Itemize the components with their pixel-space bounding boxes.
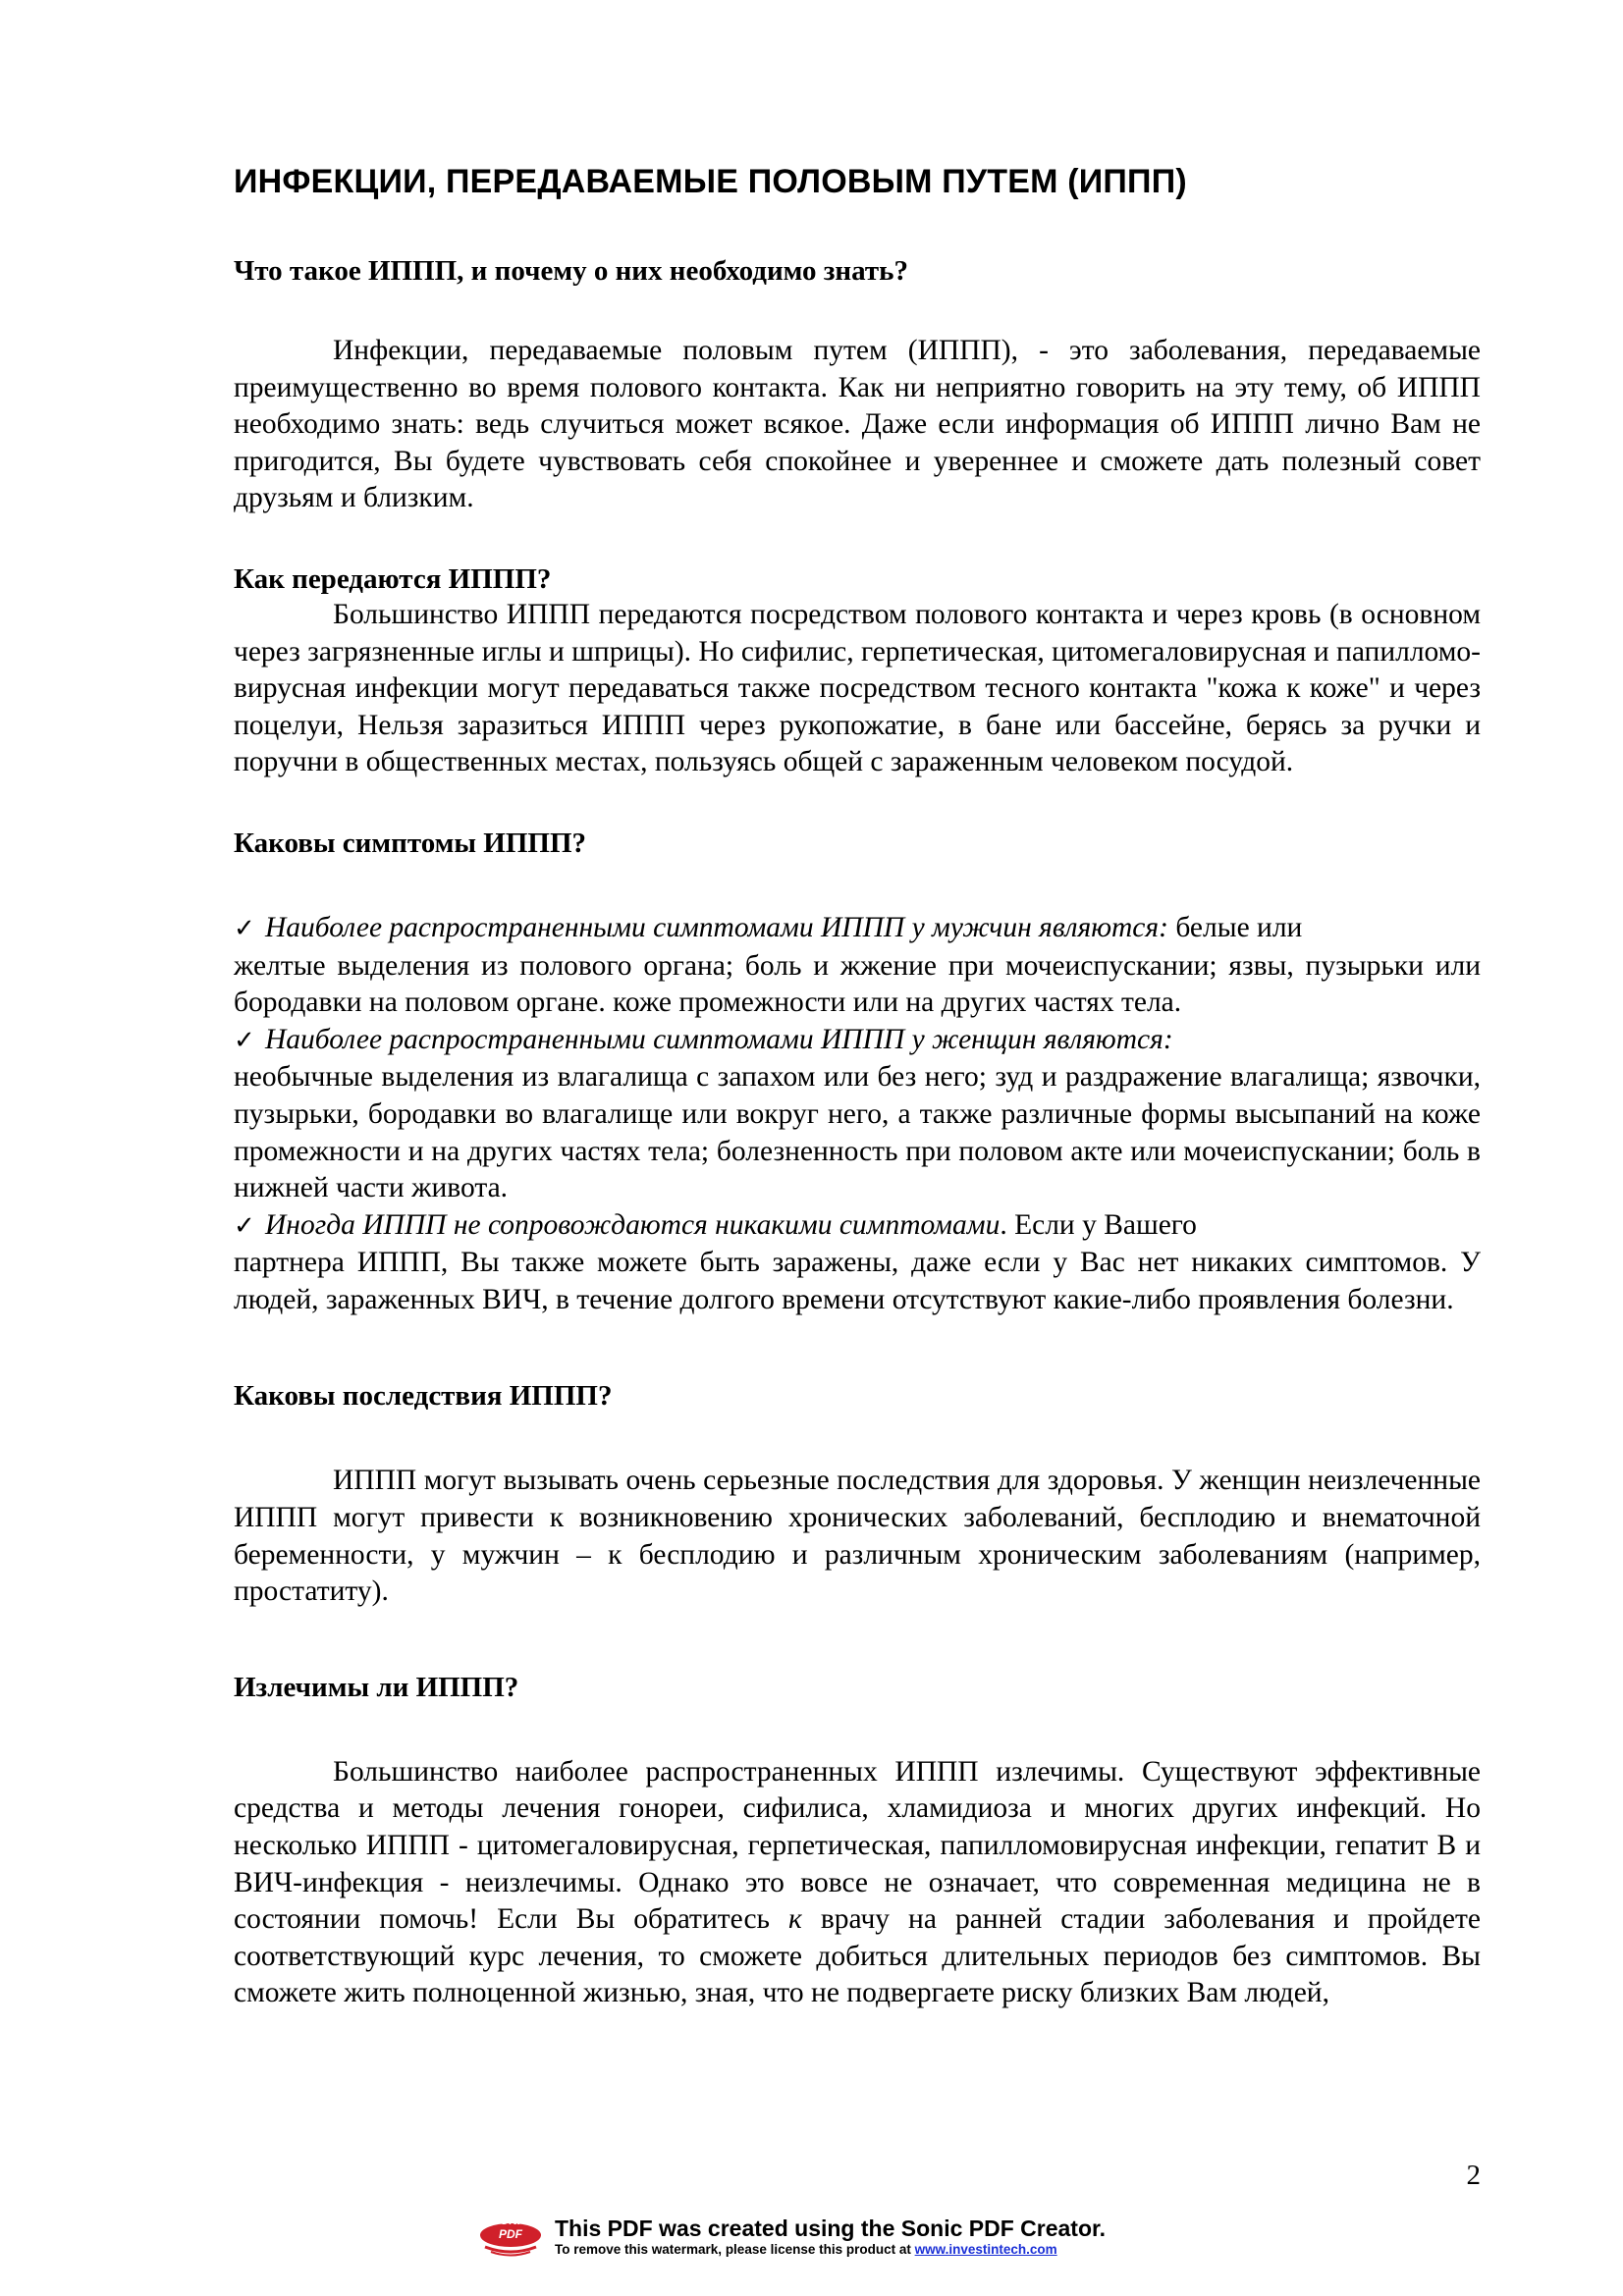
symptom-bullet-women: [234, 1022, 1481, 1207]
section-paragraph-curable: [234, 1754, 1481, 2012]
section-paragraph-consequences: ИППП могут вызывать очень серьезные последствия для здоровья. У женщин неизлеченные ИППП могут привести к возникновению хронических заболеваний, бесплодию и внематочной беременности, у мужчин – к бесплодию и различным хроническим заболеваниям (например, простатиту).: [234, 1465, 1481, 1608]
section-heading-what-is: Что такое ИППП, и почему о них необходимо знать?: [234, 255, 908, 287]
paragraph-text-before: Большинство наиболее распространенных ИППП излечимы. Существуют эффективные средства и методы лечения гонореи, сифилиса, хламидиоза и многих других инфекций. Но несколько ИППП - цитомегаловирусная, герпетическая, папилломовирусная инфекции, гепатит В и ВИЧ-инфекция - неизлечимы. Однако это вовсе не означает, что современная медицина не в состоянии помочь! Если Вы обратитесь: [234, 1755, 1481, 1936]
watermark-license-text: To remove this watermark, please license this product at: [555, 2242, 915, 2257]
checkmark-icon: ✓: [234, 1025, 255, 1055]
page-number: 2: [1466, 2160, 1481, 2191]
section-paragraph-transmission: Большинство ИППП передаются посредством полового контакта и через кровь (в основном через загрязненные иглы и шприцы). Но сифилис, герпетическая, цитомегаловирусная и папилломо-вирусная инфекции могут передаваться также посредством тесного контакта "кожа к коже" и через поцелуи, Нельзя заразиться ИППП через рукопожатие, в бане или бассейне, берясь за ручки и поручни в общественных местах, пользуясь общей с зараженным человеком посудой.: [234, 598, 1481, 778]
bullet-lead-tail: белые или: [1167, 911, 1303, 943]
checkmark-icon: ✓: [234, 1210, 255, 1241]
document-page: [234, 147, 1481, 2012]
bullet-body: партнера ИППП, Вы также можете быть заражены, даже если у Вас нет никаких симптомов. У людей, зараженных ВИЧ, в течение долгого времени отсутствуют какие-либо проявления болезни.: [234, 1247, 1481, 1315]
bullet-lead-italic: Наиболее распространенными симптомами ИППП у женщин являются:: [265, 1023, 1173, 1055]
bullet-first-line: [234, 910, 1481, 948]
checkmark-icon: ✓: [234, 913, 255, 943]
bullet-lead-italic: Наиболее распространенными симптомами ИППП у мужчин являются:: [265, 911, 1168, 943]
bullet-body: необычные выделения из влагалища с запахом или без него; зуд и раздражение влагалища; язвочки, пузырьки, бородавки во влагалище или вокруг него, а также различные формы высыпаний на коже промежности и на других частях тела; болезненность при половом акте или мочеиспускании; боль в нижней части живота.: [234, 1061, 1481, 1204]
paragraph-italic-word: к: [788, 1903, 802, 1936]
watermark-license-note: [555, 2242, 1057, 2258]
logo-text: SONIC PDF: [491, 2214, 529, 2241]
document-title: ИНФЕКЦИИ, ПЕРЕДАВАЕМЫЕ ПОЛОВЫМ ПУТЕМ (ИППП): [234, 163, 1187, 200]
paragraph-text-after: врачу на ранней стадии заболевания и пройдете соответствующий курс лечения, то сможете добиться длительных периодов без симптомов. Вы сможете жить полноценной жизнью, зная, что не подвергаете риску близких Вам людей,: [234, 1903, 1481, 2009]
section-paragraph-what-is: Инфекции, передаваемые половым путем (ИППП), - это заболевания, передаваемые преимущественно во время полового контакта. Как ни неприятно говорить на эту тему, об ИППП необходимо знать: ведь случиться может всякое. Даже если информация об ИППП лично Вам не пригодится, Вы будете чувствовать себя спокойнее и увереннее и сможете дать полезный совет друзьям и близким.: [234, 335, 1481, 514]
bullet-first-line: [234, 1207, 1481, 1246]
pdf-watermark: [479, 2212, 1166, 2267]
bullet-lead-italic: Иногда ИППП не сопровождаются никакими симптомами: [265, 1208, 1001, 1241]
section-heading-transmission: Как передаются ИППП?: [234, 562, 552, 595]
sonic-pdf-logo-icon: [479, 2221, 542, 2257]
section-heading-symptoms: Каковы симптомы ИППП?: [234, 827, 587, 859]
bullet-first-line: [234, 1022, 1481, 1060]
watermark-link[interactable]: www.investintech.com: [914, 2242, 1057, 2257]
section-heading-consequences: Каковы последствия ИППП?: [234, 1380, 613, 1413]
symptom-bullet-men: [234, 910, 1481, 1022]
bullet-lead-tail: . Если у Вашего: [1000, 1208, 1197, 1241]
bullet-body: желтые выделения из полового органа; боль и жжение при мочеиспускании; язвы, пузырьки или бородавки на половом органе. коже промежности или на других частях тела.: [234, 949, 1481, 1019]
symptom-bullet-asymptomatic: [234, 1207, 1481, 1319]
section-heading-curable: Излечимы ли ИППП?: [234, 1671, 519, 1703]
watermark-title: This PDF was created using the Sonic PDF Creator.: [555, 2216, 1107, 2241]
